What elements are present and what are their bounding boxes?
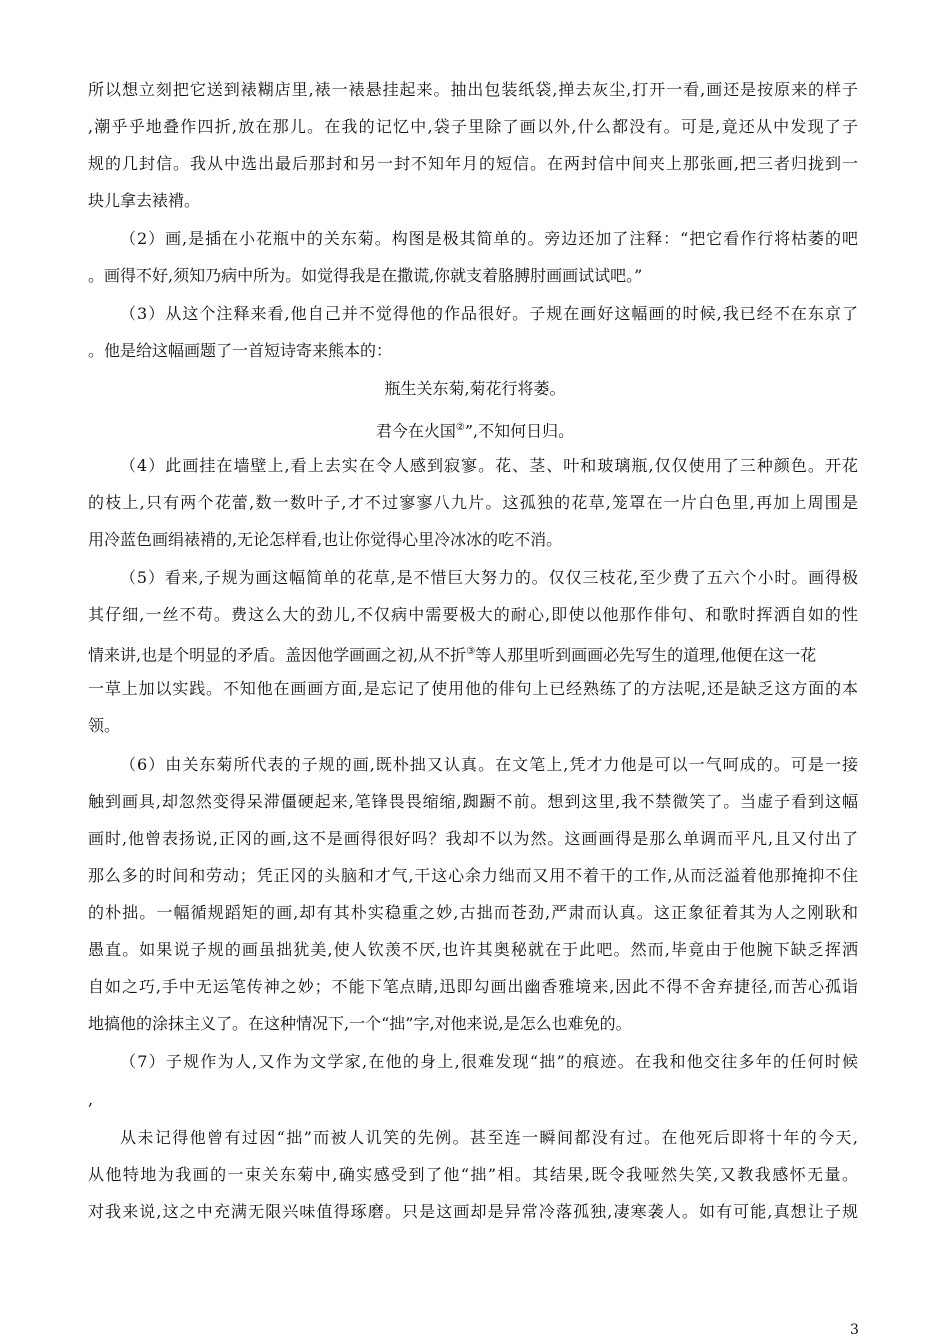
text-line: 对我来说,这之中充满无限兴味值得琢磨。只是这画却是异常冷落孤独,凄寒袭人。如有可能,真想让子规: [88, 1202, 858, 1221]
text-line: 那么多的时间和劳动；凭正冈的头脑和才气,干这心余力绌而又用不着干的工作,从而泛溢着他那掩抑不住: [88, 866, 858, 885]
poem-line: [0, 417, 950, 442]
footnote-marker: ③: [466, 646, 476, 657]
poem-text: ”,不知何日归。: [464, 421, 575, 441]
text-line: ,: [88, 1090, 94, 1109]
text-line: 触到画具,却忽然变得呆滞僵硬起来,笔锋畏畏缩缩,踟蹰不前。想到这里,我不禁微笑了。当虚子看到这幅: [88, 792, 858, 811]
poem-line: 瓶生关东菊,菊花行将萎。: [384, 379, 566, 398]
text-line: （4）此画挂在墙壁上,看上去实在令人感到寂寥。花、茎、叶和玻璃瓶,仅仅使用了三种颜色。开花: [120, 456, 858, 475]
text-line: （7）子规作为人,又作为文学家,在他的身上,很难发现“拙”的痕迹。在我和他交往多年的任何时候: [120, 1052, 858, 1071]
text-part: 情来讲,也是个明显的矛盾。盖因他学画画之初,从不折: [88, 645, 467, 665]
text-line: （2）画,是插在小花瓶中的关东菊。构图是极其简单的。旁边还加了注释：“把它看作行将枯萎的吧: [120, 229, 858, 248]
text-line: 从未记得他曾有过因“拙”而被人讥笑的先例。甚至连一瞬间都没有过。在他死后即将十年的今天,: [120, 1128, 858, 1147]
text-line: 规的几封信。我从中选出最后那封和另一封不知年月的短信。在两封信中间夹上那张画,把三者归拢到一: [88, 154, 858, 173]
text-line: 用冷蓝色画绢裱褙的,无论怎样看,也让你觉得心里冷冰冰的吃不消。: [88, 530, 563, 549]
text-line: 的朴拙。一幅循规蹈矩的画,却有其朴实稳重之妙,古拙而苍劲,严肃而认真。这正象征着其为人之刚耿和: [88, 903, 858, 922]
text-line: 地搞他的涂抹主义了。在这种情况下,一个“拙”字,对他来说,是怎么也难免的。: [88, 1014, 632, 1033]
text-part: 等人那里听到画画必先写生的道理,他便在这一花: [475, 645, 817, 665]
text-line: 。他是给这幅画题了一首短诗寄来熊本的：: [88, 341, 393, 360]
page-number: 3: [850, 1322, 859, 1338]
text-line: 块儿拿去裱褙。: [88, 191, 201, 210]
text-line: 从他特地为我画的一束关东菊中,确实感受到了他“拙”相。其结果,既令我哑然失笑,又教我感怀无量。: [88, 1165, 858, 1184]
text-line: 自如之巧,手中无运笔传神之妙；不能下笔点睛,迅即勾画出幽香雅境来,因此不得不舍弃捷径,而苦心孤诣: [88, 977, 858, 996]
footnote-marker: ②: [455, 422, 465, 433]
text-line: [88, 641, 858, 666]
text-line: 所以想立刻把它送到裱糊店里,裱一裱悬挂起来。抽出包装纸袋,掸去灰尘,打开一看,画还是按原来的样子: [88, 80, 858, 99]
poem-text: 君今在火国: [375, 421, 456, 441]
text-segment: [88, 641, 816, 666]
text-line: 领。: [88, 716, 121, 735]
text-line: （6）由关东菊所代表的子规的画,既朴拙又认真。在文笔上,凭才力他是可以一气呵成的。可是一接: [120, 755, 858, 774]
text-line: 其仔细,一丝不苟。费这么大的劲儿,不仅病中需要极大的耐心,即使以他那作俳句、和歌时挥洒自如的性: [88, 605, 858, 624]
text-line: 画时,他曾表扬说,正冈的画,这不是画得很好吗？我却不以为然。这画画得是那么单调而平凡,且又付出了: [88, 829, 858, 848]
text-line: 的枝上,只有两个花蕾,数一数叶子,才不过寥寥八九片。这孤独的花草,笼罩在一片白色里,再加上周围是: [88, 493, 858, 512]
text-line: 一草上加以实践。不知他在画画方面,是忘记了使用他的俳句上已经熟练了的方法呢,还是缺乏这方面的本: [88, 679, 858, 698]
text-line: ,潮乎乎地叠作四折,放在那儿。在我的记忆中,袋子里除了画以外,什么都没有。可是,竟还从中发现了子: [88, 117, 858, 136]
text-line: 愚直。如果说子规的画虽拙犹美,使人钦羡不厌,也许其奥秘就在于此吧。然而,毕竟由于他腕下缺乏挥洒: [88, 940, 858, 959]
text-line: 。画得不好,须知乃病中所为。如觉得我是在撒谎,你就支着胳膊肘画画试试吧。”: [88, 266, 643, 285]
text-line: （3）从这个注释来看,他自己并不觉得他的作品很好。子规在画好这幅画的时候,我已经不在东京了: [120, 304, 858, 323]
text-line: （5）看来,子规为画这幅简单的花草,是不惜巨大努力的。仅仅三枝花,至少费了五六个小时。画得极: [120, 568, 858, 587]
